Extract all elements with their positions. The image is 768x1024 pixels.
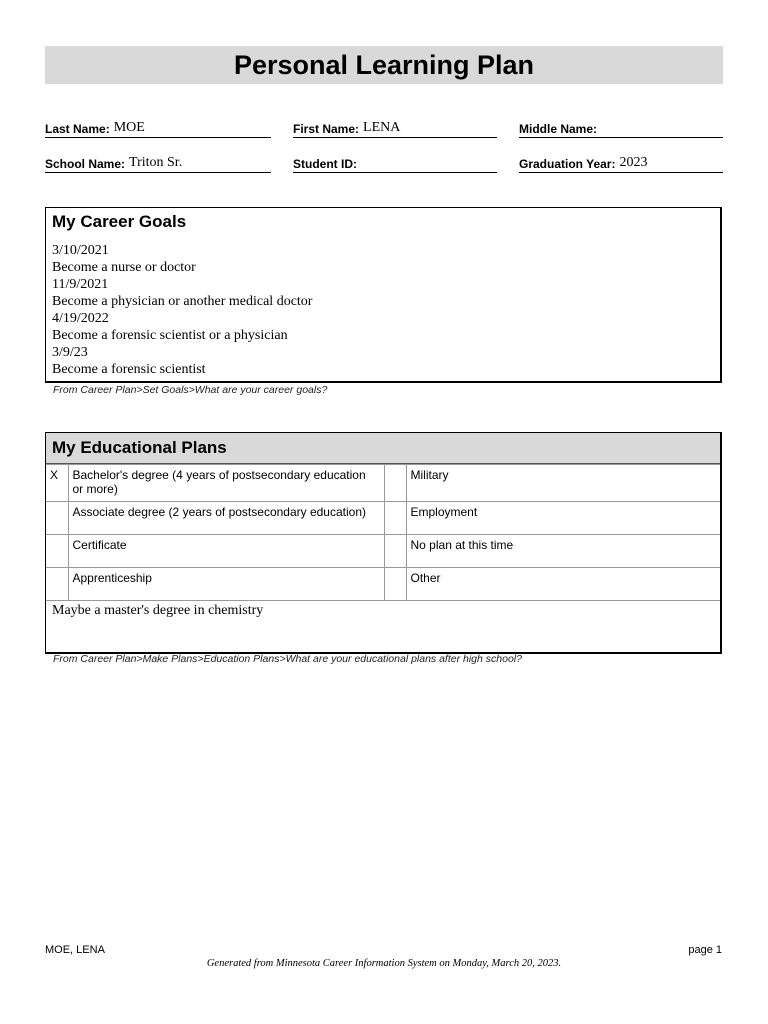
table-row [46,502,720,535]
option-label: Certificate [68,535,384,568]
option-checkbox[interactable] [384,465,406,502]
last-name-value: MOE [113,120,145,135]
career-goal-line: 4/19/2022 [52,311,109,326]
option-label: Associate degree (2 years of postsecondary education) [68,502,384,535]
option-checkbox[interactable] [46,502,68,535]
career-goal-line: Become a physician or another medical doctor [52,294,313,309]
first-name-field [293,116,497,138]
school-name-value: Triton Sr. [129,155,183,170]
footer-generated-note: Generated from Minnesota Career Information System on Monday, March 20, 2023. [206,958,562,969]
first-name-label: First Name: [293,122,360,136]
educational-plans-header [46,433,720,464]
option-label: Employment [406,502,720,535]
footer-student-name: MOE, LENA [45,944,105,956]
career-goal-line: Become a forensic scientist or a physician [52,328,288,343]
option-label: No plan at this time [406,535,720,568]
educational-plans-heading: My Educational Plans [52,438,227,457]
career-goal-line: 11/9/2021 [52,277,109,292]
graduation-year-field [519,151,723,173]
option-checkbox[interactable] [384,535,406,568]
first-name-value: LENA [363,120,401,135]
career-goal-line: 3/9/23 [52,345,88,360]
option-checkbox[interactable] [384,502,406,535]
last-name-field [45,116,271,138]
school-name-label: School Name: [45,157,126,171]
educational-plans-source: From Career Plan>Make Plans>Education Plans>What are your educational plans after high school? [53,653,522,665]
career-goal-line: Become a forensic scientist [52,362,206,377]
table-row [46,465,720,502]
footer-page-number: page 1 [688,944,722,956]
student-id-label: Student ID: [293,157,357,171]
career-goal-line: 3/10/2021 [52,243,109,258]
option-label: Apprenticeship [68,568,384,601]
option-label: Other [406,568,720,601]
career-goals-section [45,207,722,383]
school-name-field [45,151,271,173]
last-name-label: Last Name: [45,122,110,136]
option-checkbox[interactable] [46,568,68,601]
page-title: Personal Learning Plan [233,49,535,80]
option-checkbox[interactable] [384,568,406,601]
graduation-year-label: Graduation Year: [519,157,616,171]
education-options-table [46,464,720,601]
option-label: Military [406,465,720,502]
middle-name-label: Middle Name: [519,122,598,136]
option-checkbox[interactable]: X [46,465,68,502]
career-goals-lines [46,232,720,378]
option-label: Bachelor's degree (4 years of postsecondary education or more) [68,465,384,502]
table-row [46,535,720,568]
career-goals-heading: My Career Goals [52,212,187,231]
middle-name-field [519,116,723,138]
career-goal-line: Become a nurse or doctor [52,260,196,275]
graduation-year-value: 2023 [619,155,648,170]
title-bar [45,46,723,84]
educational-plans-section [45,432,722,654]
educational-plans-note: Maybe a master's degree in chemistry [52,603,264,618]
career-goals-source: From Career Plan>Set Goals>What are your career goals? [53,384,328,396]
table-row [46,568,720,601]
option-checkbox[interactable] [46,535,68,568]
student-id-field [293,151,497,173]
